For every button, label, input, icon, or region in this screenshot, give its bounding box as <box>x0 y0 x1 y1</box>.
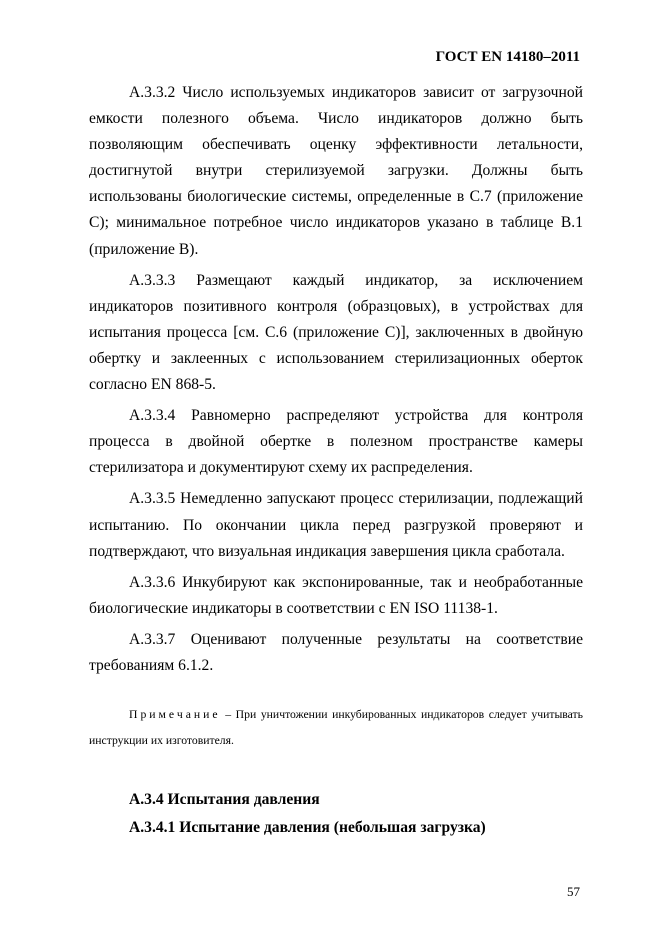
document-header: ГОСТ EN 14180–2011 <box>435 49 580 65</box>
paragraph-a-3-3-6: А.3.3.6 Инкубируют как экспонированные, так и необработанные биологические индикаторы в соответствии с EN ISO 11138-1. <box>89 573 583 617</box>
paragraph-a-3-3-3: А.3.3.3 Размещают каждый индикатор, за исключением индикаторов позитивного контроля (образцовых), в устройствах для испытания процесса [см. С.6 (приложение С)], заключенных в двойную обертку и заклеенных с использованием стерилизационных оберток согласно EN 868-5. <box>89 271 583 394</box>
document-body <box>89 80 583 841</box>
paragraph-a-3-3-2: А.3.3.2 Число используемых индикаторов зависит от загрузочной емкости полезного объема. Число индикаторов должно быть позволяющим обеспечивать оценку эффективности летальности, достигнутой внутри стерилизуемой загрузки. Должны быть использованы биологические системы, определенные в С.7 (приложение С); минимальное потребное число индикаторов указано в таблице В.1 (приложение В). <box>89 84 583 258</box>
paragraph-a-3-3-5: А.3.3.5 Немедленно запускают процесс стерилизации, подлежащий испытанию. По окончании цикла перед разгрузкой проверяют и подтверждают, что визуальная индикация завершения цикла сработала. <box>89 490 583 560</box>
paragraph-a-3-3-7: А.3.3.7 Оценивают полученные результаты на соответствие требованиям 6.1.2. <box>89 630 583 674</box>
paragraph-a-3-3-4: А.3.3.4 Равномерно распределяют устройства для контроля процесса в двойной обертке в полезном пространстве камеры стерилизатора и документируют схему их распределения. <box>89 407 583 477</box>
note-label: Примечание <box>129 708 221 722</box>
section-heading: А.3.4 Испытания давления <box>129 791 320 809</box>
note <box>89 702 583 754</box>
subsection-heading: А.3.4.1 Испытание давления (небольшая загрузка) <box>129 819 486 837</box>
note-text: – При уничтожении инкубированных индикаторов следует учитывать инструкции их изготовителя. <box>89 708 583 748</box>
page-number: 57 <box>567 884 580 899</box>
